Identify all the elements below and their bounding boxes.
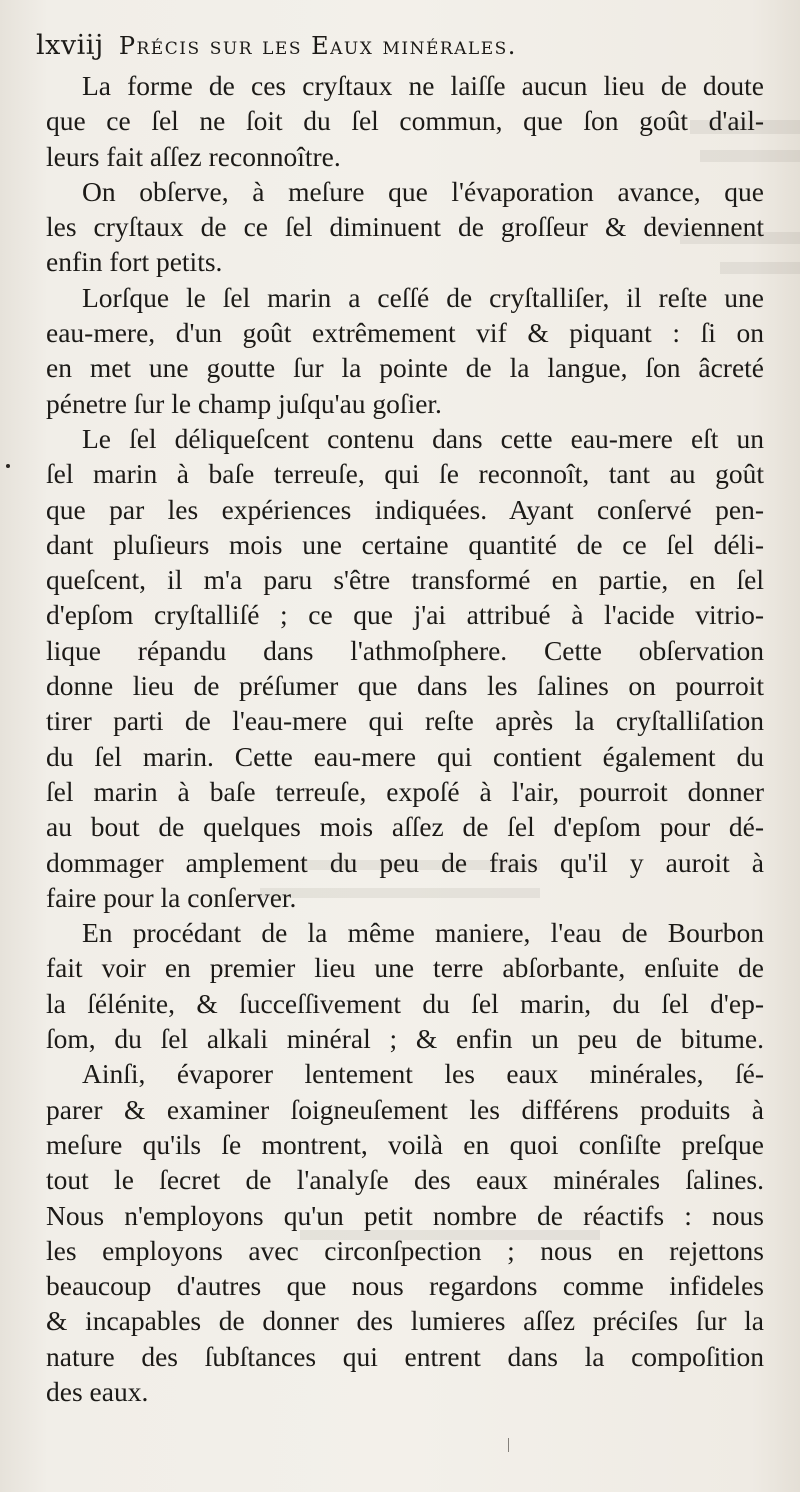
- text-line: leurs fait aſſez reconnoître.: [46, 140, 341, 172]
- text-line: que par les expériences indiquées. Ayant conſervé pen-: [46, 493, 764, 525]
- text-line: fait voir en premier lieu une terre abſorbante, enſuite de: [46, 952, 764, 984]
- margin-ink-dot: [6, 464, 10, 468]
- footer-ink-mark: [508, 1438, 509, 1452]
- text-line: ſom, du ſel alkali minéral ; & enfin un peu de bitume.: [46, 1023, 764, 1055]
- text-line: des eaux.: [46, 1375, 149, 1407]
- text-line: La forme de ces cryſtaux ne laiſſe aucun lieu de doute: [82, 70, 764, 101]
- text-line: dant pluſieurs mois une certaine quantité de ce ſel déli-: [46, 528, 764, 560]
- text-line: ſel marin à baſe terreuſe, expoſé à l'air, pourroit donner: [46, 775, 764, 807]
- text-line: en met une goutte ſur la pointe de la langue, ſon âcreté: [46, 352, 764, 384]
- text-line: au bout de quelques mois aſſez de ſel d'epſom pour dé-: [46, 811, 764, 843]
- text-line: En procédant de la même maniere, l'eau de Bourbon: [82, 917, 764, 949]
- text-line: les employons avec circonſpection ; nous en rejettons: [46, 1234, 764, 1266]
- text-line: les cryſtaux de ce ſel diminuent de groſſeur & deviennent: [46, 211, 764, 243]
- running-title: Précis sur les Eaux minérales.: [118, 32, 517, 60]
- text-line: faire pour la conſerver.: [46, 881, 297, 913]
- text-line: d'epſom cryſtalliſé ; ce que j'ai attribué à l'acide vitrio-: [46, 599, 764, 631]
- text-line: parer & examiner ſoigneuſement les différens produits à: [46, 1093, 764, 1125]
- text-line: dommager amplement du peu de frais qu'il y auroit à: [46, 846, 764, 878]
- running-header: [36, 30, 766, 70]
- text-line: Nous n'employons qu'un petit nombre de réactifs : nous: [46, 1199, 764, 1231]
- text-line: enfin fort petits.: [46, 246, 223, 278]
- text-line: la ſélénite, & ſucceſſivement du ſel marin, du ſel d'ep-: [46, 987, 764, 1019]
- text-line: du ſel marin. Cette eau-mere qui contient également du: [46, 740, 764, 772]
- text-line: beaucoup d'autres que nous regardons comme infideles: [46, 1270, 764, 1302]
- body-text: [46, 68, 764, 1409]
- text-line: On obſerve, à meſure que l'évaporation avance, que: [82, 175, 764, 207]
- text-line: eau-mere, d'un goût extrêmement vif & piquant : ſi on: [46, 317, 764, 349]
- text-line: donne lieu de préſumer que dans les ſalines on pourroit: [46, 670, 764, 702]
- text-line: Ainſi, évaporer lentement les eaux minérales, ſé-: [82, 1058, 764, 1090]
- text-line: Lorſque le ſel marin a ceſſé de cryſtalliſer, il reſte une: [82, 281, 764, 313]
- text-line: & incapables de donner des lumieres aſſez préciſes ſur la: [46, 1305, 764, 1337]
- text-line: tirer parti de l'eau-mere qui reſte après la cryſtalliſation: [46, 705, 764, 737]
- text-line: meſure qu'ils ſe montrent, voilà en quoi conſiſte preſque: [46, 1128, 764, 1160]
- text-line: lique répandu dans l'athmoſphere. Cette obſervation: [46, 634, 764, 666]
- text-line: ſel marin à baſe terreuſe, qui ſe reconnoît, tant au goût: [46, 458, 764, 490]
- text-line: pénetre ſur le champ juſqu'au goſier.: [46, 387, 442, 419]
- page-number: lxviij: [36, 30, 104, 61]
- text-line: queſcent, il m'a paru s'être transformé en partie, en ſel: [46, 564, 764, 596]
- text-line: Le ſel déliqueſcent contenu dans cette eau-mere eſt un: [82, 422, 764, 454]
- text-line: que ce ſel ne ſoit du ſel commun, que ſon goût d'ail-: [46, 105, 764, 137]
- text-line: nature des ſubſtances qui entrent dans la compoſition: [46, 1340, 764, 1372]
- text-line: tout le ſecret de l'analyſe des eaux minérales ſalines.: [46, 1164, 764, 1196]
